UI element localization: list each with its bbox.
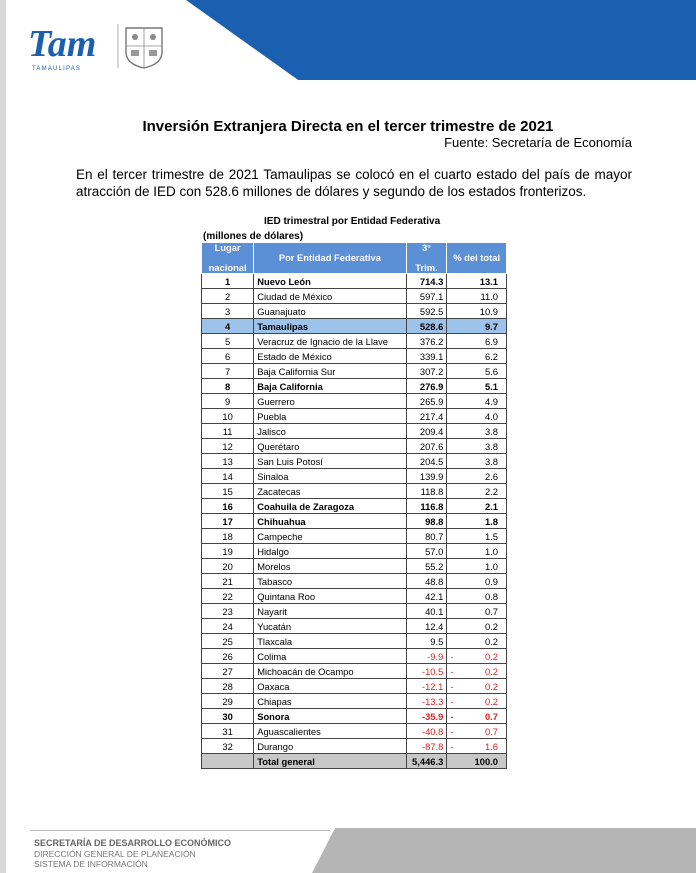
value-cell: 9.5 bbox=[406, 634, 447, 649]
entity-cell: Chiapas bbox=[254, 694, 406, 709]
percent-value: 0.2 bbox=[484, 680, 498, 692]
negative-marker: - bbox=[450, 740, 454, 752]
value-cell: 209.4 bbox=[406, 424, 447, 439]
percent-cell bbox=[447, 319, 507, 334]
rank-cell: 14 bbox=[202, 469, 254, 484]
rank-cell: 10 bbox=[202, 409, 254, 424]
percent-value: 13.1 bbox=[479, 275, 498, 287]
rank-cell: 7 bbox=[202, 364, 254, 379]
rank-cell: 2 bbox=[202, 289, 254, 304]
percent-cell bbox=[447, 544, 507, 559]
entity-cell: Jalisco bbox=[254, 424, 406, 439]
footer-sistema: SISTEMA DE INFORMACIÓN bbox=[34, 859, 148, 869]
rank-cell: 18 bbox=[202, 529, 254, 544]
table-row bbox=[202, 469, 507, 484]
rank-cell: 4 bbox=[202, 319, 254, 334]
table-row bbox=[202, 364, 507, 379]
percent-value: 0.7 bbox=[484, 710, 498, 722]
footer-direccion: DIRECCIÓN GENERAL DE PLANEACIÓN bbox=[34, 849, 196, 859]
entity-cell: Tamaulipas bbox=[254, 319, 406, 334]
value-cell: 98.8 bbox=[406, 514, 447, 529]
value-cell: 40.1 bbox=[406, 604, 447, 619]
value-cell: 204.5 bbox=[406, 454, 447, 469]
header-banner bbox=[186, 0, 696, 80]
percent-cell bbox=[447, 619, 507, 634]
percent-value: 11.0 bbox=[480, 290, 498, 302]
percent-cell bbox=[447, 379, 507, 394]
value-cell: 376.2 bbox=[406, 334, 447, 349]
entity-cell: Durango bbox=[254, 739, 406, 754]
rank-cell: 16 bbox=[202, 499, 254, 514]
percent-cell bbox=[447, 514, 507, 529]
percent-value: 0.2 bbox=[484, 665, 498, 677]
percent-value: 0.9 bbox=[484, 575, 498, 587]
table-row bbox=[202, 319, 507, 334]
percent-value: 2.1 bbox=[484, 500, 498, 512]
percent-value: 1.8 bbox=[484, 515, 498, 527]
table-row bbox=[202, 409, 507, 424]
entity-cell: Michoacán de Ocampo bbox=[254, 664, 406, 679]
table-row bbox=[202, 709, 507, 724]
entity-cell: Tlaxcala bbox=[254, 634, 406, 649]
table-row bbox=[202, 334, 507, 349]
table-row bbox=[202, 289, 507, 304]
rank-cell: 6 bbox=[202, 349, 254, 364]
entity-cell: Hidalgo bbox=[254, 544, 406, 559]
entity-cell: Yucatán bbox=[254, 619, 406, 634]
percent-value: 0.7 bbox=[484, 725, 498, 737]
negative-marker: - bbox=[450, 695, 454, 707]
rank-cell: 12 bbox=[202, 439, 254, 454]
value-cell: 207.6 bbox=[406, 439, 447, 454]
rank-cell: 30 bbox=[202, 709, 254, 724]
table-row bbox=[202, 499, 507, 514]
rank-cell: 25 bbox=[202, 634, 254, 649]
percent-value: 6.2 bbox=[484, 350, 498, 362]
percent-value: 3.8 bbox=[484, 425, 498, 437]
percent-value: 0.2 bbox=[484, 635, 498, 647]
value-cell: 57.0 bbox=[406, 544, 447, 559]
value-cell: 48.8 bbox=[406, 574, 447, 589]
value-cell: -10.5 bbox=[406, 664, 447, 679]
percent-value: 3.8 bbox=[484, 455, 498, 467]
total-value: 5,446.3 bbox=[406, 754, 447, 769]
entity-cell: Aguascalientes bbox=[254, 724, 406, 739]
header-percent: % del total bbox=[447, 243, 507, 274]
value-cell: 118.8 bbox=[406, 484, 447, 499]
percent-value: 0.8 bbox=[484, 590, 498, 602]
entity-cell: Querétaro bbox=[254, 439, 406, 454]
value-cell: -12.1 bbox=[406, 679, 447, 694]
percent-cell bbox=[447, 394, 507, 409]
total-percent: 100.0 bbox=[447, 754, 507, 769]
negative-marker: - bbox=[450, 680, 454, 692]
table-row bbox=[202, 619, 507, 634]
entity-cell: Estado de México bbox=[254, 349, 406, 364]
rank-cell: 23 bbox=[202, 604, 254, 619]
percent-cell bbox=[447, 634, 507, 649]
table-row bbox=[202, 379, 507, 394]
percent-cell bbox=[447, 289, 507, 304]
value-cell: 597.1 bbox=[406, 289, 447, 304]
rank-cell: 20 bbox=[202, 559, 254, 574]
source-note: Fuente: Secretaría de Economía bbox=[444, 135, 632, 150]
percent-value: 1.5 bbox=[484, 530, 498, 542]
table-header-row bbox=[202, 243, 507, 274]
percent-cell bbox=[447, 469, 507, 484]
total-row bbox=[202, 754, 507, 769]
rank-cell: 27 bbox=[202, 664, 254, 679]
entity-cell: Zacatecas bbox=[254, 484, 406, 499]
negative-marker: - bbox=[450, 725, 454, 737]
header-quarter: 3° Trim. bbox=[406, 243, 447, 274]
percent-value: 6.9 bbox=[484, 335, 498, 347]
value-cell: -9.9 bbox=[406, 649, 447, 664]
percent-cell bbox=[447, 454, 507, 469]
value-cell: 339.1 bbox=[406, 349, 447, 364]
svg-text:TAMAULIPAS: TAMAULIPAS bbox=[32, 66, 82, 72]
percent-cell bbox=[447, 424, 507, 439]
value-cell: -40.8 bbox=[406, 724, 447, 739]
table-row bbox=[202, 634, 507, 649]
table-units: (millones de dólares) bbox=[203, 231, 304, 242]
rank-cell: 24 bbox=[202, 619, 254, 634]
percent-cell bbox=[447, 604, 507, 619]
table-row bbox=[202, 274, 507, 289]
entity-cell: Guanajuato bbox=[254, 304, 406, 319]
table-row bbox=[202, 514, 507, 529]
table-row bbox=[202, 694, 507, 709]
percent-value: 1.0 bbox=[484, 545, 498, 557]
entity-cell: San Luis Potosí bbox=[254, 454, 406, 469]
entity-cell: Baja California bbox=[254, 379, 406, 394]
table-row bbox=[202, 439, 507, 454]
negative-marker: - bbox=[450, 665, 454, 677]
percent-cell bbox=[447, 484, 507, 499]
value-cell: 276.9 bbox=[406, 379, 447, 394]
rank-cell: 19 bbox=[202, 544, 254, 559]
table-row bbox=[202, 304, 507, 319]
percent-value: 4.9 bbox=[484, 395, 498, 407]
rank-cell: 5 bbox=[202, 334, 254, 349]
table-body bbox=[202, 274, 507, 754]
percent-cell bbox=[447, 334, 507, 349]
value-cell: 265.9 bbox=[406, 394, 447, 409]
table-row bbox=[202, 544, 507, 559]
total-label: Total general bbox=[254, 754, 406, 769]
rank-cell: 9 bbox=[202, 394, 254, 409]
percent-value: 1.0 bbox=[484, 560, 498, 572]
entity-cell: Sonora bbox=[254, 709, 406, 724]
footer-divider bbox=[30, 830, 330, 831]
entity-cell: Nuevo León bbox=[254, 274, 406, 289]
percent-cell bbox=[447, 349, 507, 364]
value-cell: 528.6 bbox=[406, 319, 447, 334]
rank-cell: 32 bbox=[202, 739, 254, 754]
entity-cell: Veracruz de Ignacio de la Llave bbox=[254, 334, 406, 349]
tamaulipas-logo bbox=[26, 18, 176, 74]
entity-cell: Guerrero bbox=[254, 394, 406, 409]
rank-cell: 15 bbox=[202, 484, 254, 499]
value-cell: 42.1 bbox=[406, 589, 447, 604]
rank-cell: 21 bbox=[202, 574, 254, 589]
value-cell: 714.3 bbox=[406, 274, 447, 289]
rank-cell: 3 bbox=[202, 304, 254, 319]
table-row bbox=[202, 424, 507, 439]
entity-cell: Coahuila de Zaragoza bbox=[254, 499, 406, 514]
rank-cell: 8 bbox=[202, 379, 254, 394]
percent-cell bbox=[447, 559, 507, 574]
table-row bbox=[202, 349, 507, 364]
rank-cell: 29 bbox=[202, 694, 254, 709]
rank-cell: 22 bbox=[202, 589, 254, 604]
table-row bbox=[202, 559, 507, 574]
table-row bbox=[202, 589, 507, 604]
percent-value: 2.2 bbox=[484, 485, 498, 497]
ied-table bbox=[201, 242, 507, 769]
rank-cell: 26 bbox=[202, 649, 254, 664]
entity-cell: Quintana Roo bbox=[254, 589, 406, 604]
table-row bbox=[202, 484, 507, 499]
percent-value: 5.6 bbox=[484, 365, 498, 377]
percent-value: 5.1 bbox=[484, 380, 498, 392]
percent-cell bbox=[447, 694, 507, 709]
percent-cell bbox=[447, 724, 507, 739]
percent-cell bbox=[447, 274, 507, 289]
percent-value: 2.6 bbox=[484, 470, 498, 482]
percent-value: 0.2 bbox=[484, 620, 498, 632]
footer bbox=[0, 828, 696, 873]
negative-marker: - bbox=[450, 710, 454, 722]
entity-cell: Chihuahua bbox=[254, 514, 406, 529]
table-row bbox=[202, 739, 507, 754]
entity-cell: Baja California Sur bbox=[254, 364, 406, 379]
rank-cell: 31 bbox=[202, 724, 254, 739]
percent-value: 9.7 bbox=[484, 320, 498, 332]
percent-cell bbox=[447, 439, 507, 454]
document-title: Inversión Extranjera Directa en el tercer trimestre de 2021 bbox=[142, 118, 554, 135]
value-cell: 139.9 bbox=[406, 469, 447, 484]
table-row bbox=[202, 649, 507, 664]
table-row bbox=[202, 574, 507, 589]
entity-cell: Campeche bbox=[254, 529, 406, 544]
percent-cell bbox=[447, 574, 507, 589]
footer-band bbox=[312, 828, 696, 873]
entity-cell: Nayarit bbox=[254, 604, 406, 619]
percent-value: 4.0 bbox=[484, 410, 498, 422]
rank-cell: 17 bbox=[202, 514, 254, 529]
entity-cell: Puebla bbox=[254, 409, 406, 424]
percent-cell bbox=[447, 649, 507, 664]
rank-cell: 28 bbox=[202, 679, 254, 694]
percent-value: 0.2 bbox=[484, 695, 498, 707]
header-rank: Lugar nacional bbox=[202, 243, 254, 274]
table-caption: IED trimestral por Entidad Federativa bbox=[264, 216, 441, 227]
svg-text:Tam: Tam bbox=[28, 23, 97, 65]
table-row bbox=[202, 724, 507, 739]
percent-cell bbox=[447, 499, 507, 514]
percent-cell bbox=[447, 709, 507, 724]
percent-cell bbox=[447, 679, 507, 694]
table-row bbox=[202, 529, 507, 544]
percent-value: 0.2 bbox=[484, 650, 498, 662]
value-cell: 80.7 bbox=[406, 529, 447, 544]
percent-value: 10.9 bbox=[479, 305, 498, 317]
percent-value: 0.7 bbox=[484, 605, 498, 617]
footer-secretaria: SECRETARÍA DE DESARROLLO ECONÓMICO bbox=[34, 838, 232, 848]
value-cell: -87.8 bbox=[406, 739, 447, 754]
percent-cell bbox=[447, 664, 507, 679]
percent-cell bbox=[447, 739, 507, 754]
state-seal-icon bbox=[126, 28, 162, 68]
percent-cell bbox=[447, 364, 507, 379]
table-row bbox=[202, 394, 507, 409]
entity-cell: Colima bbox=[254, 649, 406, 664]
table-row bbox=[202, 604, 507, 619]
entity-cell: Sinaloa bbox=[254, 469, 406, 484]
percent-cell bbox=[447, 589, 507, 604]
value-cell: 12.4 bbox=[406, 619, 447, 634]
percent-value: 3.8 bbox=[484, 440, 498, 452]
value-cell: -13.3 bbox=[406, 694, 447, 709]
value-cell: 55.2 bbox=[406, 559, 447, 574]
table-row bbox=[202, 664, 507, 679]
entity-cell: Oaxaca bbox=[254, 679, 406, 694]
percent-cell bbox=[447, 409, 507, 424]
value-cell: 592.5 bbox=[406, 304, 447, 319]
rank-cell: 11 bbox=[202, 424, 254, 439]
rank-cell: 13 bbox=[202, 454, 254, 469]
rank-cell: 1 bbox=[202, 274, 254, 289]
table-row bbox=[202, 454, 507, 469]
header-entity: Por Entidad Federativa bbox=[254, 243, 406, 274]
table-row bbox=[202, 679, 507, 694]
percent-cell bbox=[447, 304, 507, 319]
percent-value: 1.6 bbox=[484, 740, 498, 752]
value-cell: 307.2 bbox=[406, 364, 447, 379]
entity-cell: Ciudad de México bbox=[254, 289, 406, 304]
negative-marker: - bbox=[450, 650, 454, 662]
value-cell: -35.9 bbox=[406, 709, 447, 724]
entity-cell: Tabasco bbox=[254, 574, 406, 589]
value-cell: 217.4 bbox=[406, 409, 447, 424]
percent-cell bbox=[447, 529, 507, 544]
value-cell: 116.8 bbox=[406, 499, 447, 514]
intro-paragraph: En el tercer trimestre de 2021 Tamaulipas se colocó en el cuarto estado del país de mayor atracción de IED con 528.6 millones de dólares y segundo de los estados fronterizos. bbox=[76, 167, 632, 199]
entity-cell: Morelos bbox=[254, 559, 406, 574]
